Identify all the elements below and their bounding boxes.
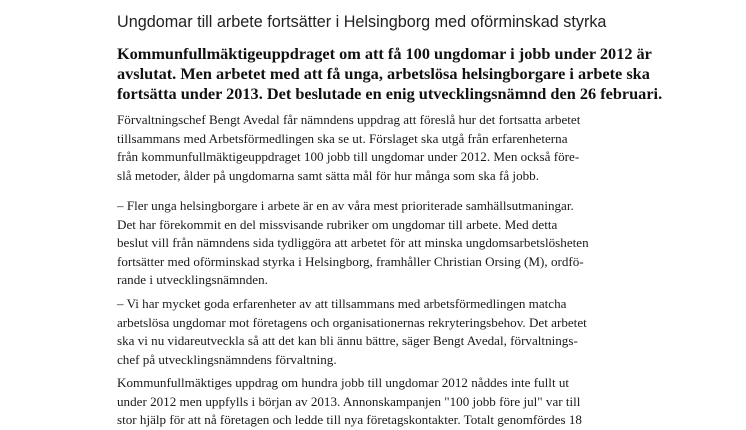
text-line: Det har förekommit en del missvisande rubriker om ungdomar till arbete. Med detta [117,216,558,232]
text-line: arbetslösa ungdomar mot företagens och organisationernas rekryteringsbehov. Det arbetet [117,314,587,330]
text-line: från kommunfullmäktigeuppdraget 100 jobb till ungdomar under 2012. Men också före- [117,149,580,165]
text-line: Kommunfullmäktiges uppdrag om hundra jobb till ungdomar 2012 nåddes inte fullt ut [117,375,570,390]
lead-line: Kommunfullmäktigeuppdraget om att få 100 ungdomar i jobb under 2012 är [117,44,652,63]
text-line: Förvaltningschef Bengt Avedal får nämndens uppdrag att föreslå hur det fortsatta arbetet [117,112,581,127]
body-paragraph [117,295,657,369]
text-line: beslut vill från nämndens sida tydliggöra att arbetet för att minska ungdomsarbetslösheten [117,235,589,251]
text-line: tillsammans med Arbetsförmedlingen ska se ut. Förslaget ska utgå från erfarenheterna [117,130,568,146]
lead-line: avslutat. Men arbetet med att få unga, arbetslösa helsingborgare i arbete ska [117,64,650,83]
lead-line: fortsätta under 2013. Det beslutade en enig utvecklingsnämnd den 26 februari. [117,84,663,103]
text-line: rande i utvecklingsnämnden. [117,272,268,288]
lead-paragraph [117,44,663,104]
text-line: ska vi nu vidareutveckla så att det kan bli ännu bättre, säger Bengt Avedal, förvaltnings- [117,333,578,349]
text-line: slå metoder, ålder på ungdomarna samt sätta mål för hur många som ska få jobb. [117,167,539,183]
text-line: – Fler unga helsingborgare i arbete är en av våra mest prioriterade samhällsutmaningar. [117,198,574,213]
body-paragraph [117,374,657,430]
text-line: under 2012 men uppfylls i början av 2013. Annonskampanjen "100 jobb före jul" var till [117,393,581,409]
body-paragraph [117,197,657,290]
document-title: Ungdomar till arbete fortsätter i Helsingborg med oförminskad styrka [117,13,607,31]
text-line: chef på utvecklingsnämndens förvaltning. [117,351,337,367]
body-paragraph [117,111,657,185]
text-line: – Vi har mycket goda erfarenheter av att tillsammans med arbetsförmedlingen matcha [117,296,567,311]
text-line: fortsätter med oförminskad styrka i Helsingborg, framhåller Christian Orsing (M), ordfö- [117,253,584,269]
text-line: stor hjälp för att nå företagen och ledde till nya företagskontakter. Totalt genomfördes 18 [117,412,582,428]
